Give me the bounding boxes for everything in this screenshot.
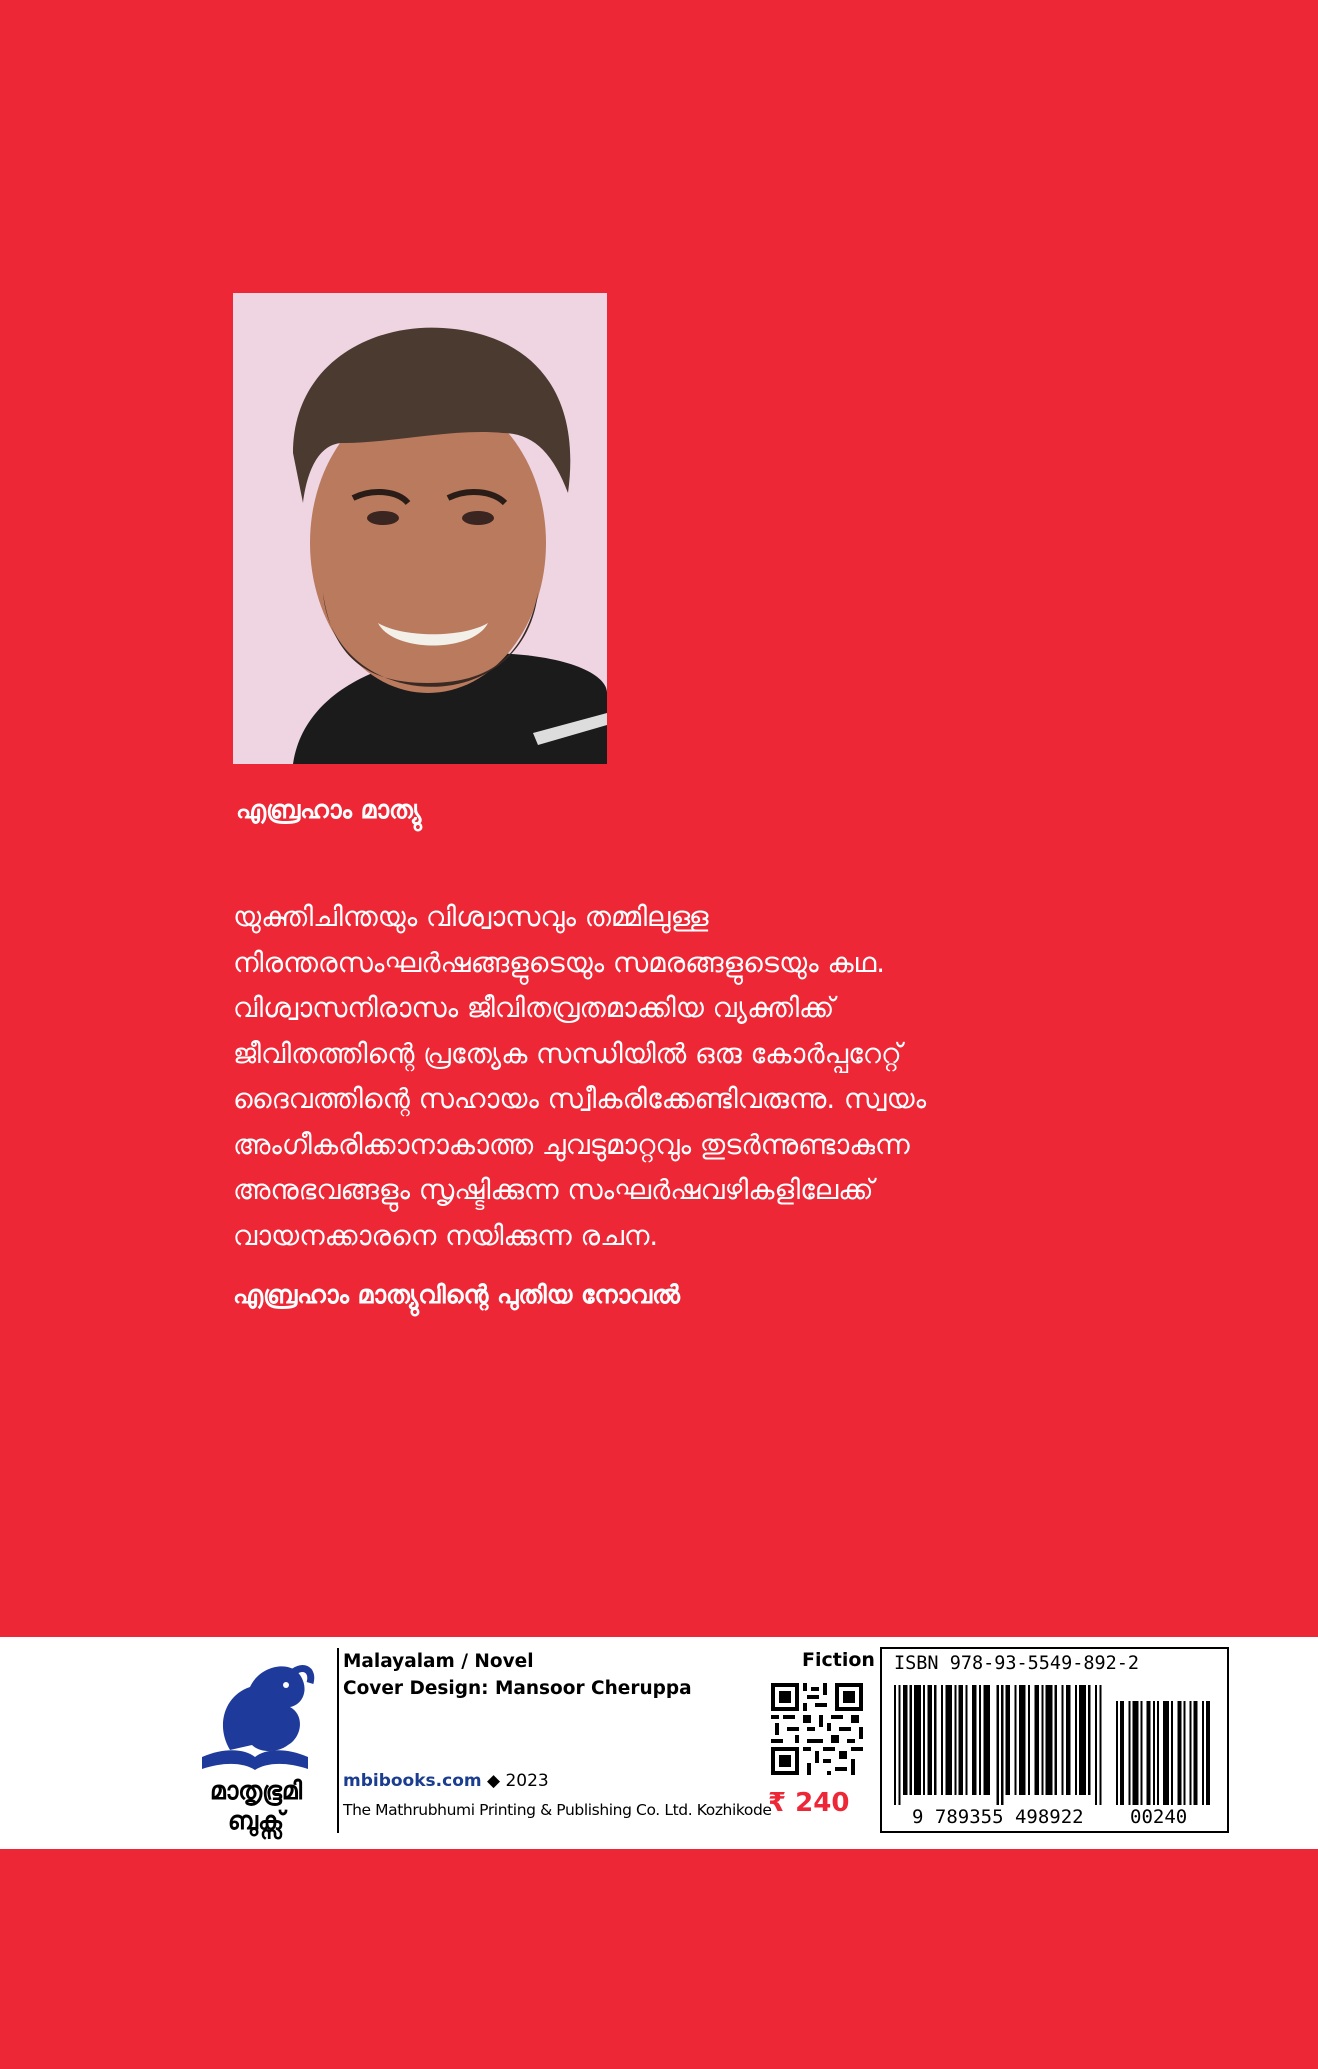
blurb-line: അംഗീകരിക്കാനാകാത്ത ചുവടുമാറ്റവും തുടർന്നുണ്ടാകുന്ന (233, 1128, 910, 1161)
isbn-barcode-box (880, 1647, 1229, 1833)
publisher-logo-text (196, 1776, 316, 1836)
price: ₹ 240 (768, 1788, 850, 1818)
barcode-addon-icon (1116, 1701, 1212, 1805)
logo-line: ബുക്സ് (227, 1806, 285, 1835)
blurb-line: യുക്തിചിന്തയും വിശ്വാസവും തമ്മിലുള്ള (233, 901, 709, 933)
logo-line: മാതൃഭൂമി (209, 1776, 303, 1805)
genre-label: Fiction (802, 1649, 875, 1671)
author-photo (233, 293, 607, 764)
website-line (343, 1771, 549, 1791)
barcode-addon-digits: 00240 (1130, 1806, 1188, 1828)
barcode-digits: 9 789355 498922 (912, 1806, 1084, 1828)
isbn-label: ISBN 978-93-5549-892-2 (894, 1653, 1140, 1674)
blurb-line: വിശ്വാസനിരാസം ജീവിതവ്രതമാക്കിയ വ്യക്തിക്ക് (233, 992, 835, 1024)
tagline: എബ്രഹാം മാത്യുവിന്റെ പുതിയ നോവൽ (233, 1280, 680, 1309)
website-link[interactable]: mbibooks.com (343, 1771, 482, 1791)
qr-code-icon[interactable] (771, 1683, 863, 1775)
author-caption: എബ്രഹാം മാത്യു (236, 795, 422, 824)
blurb-line: അനുഭവങ്ങളും സൃഷ്ടിക്കുന്ന സംഘർഷവഴികളിലേക്ക് (233, 1174, 874, 1206)
blurb-line: വായനക്കാരനെ നയിക്കുന്ന രചന. (233, 1219, 659, 1252)
blurb-line: ദൈവത്തിന്റെ സഹായം സ്വീകരിക്കേണ്ടിവരുന്നു. സ്വയം (233, 1083, 927, 1115)
printer-name: The Mathrubhumi Printing & Publishing Co. Ltd. Kozhikode (343, 1801, 772, 1819)
blurb-line: നിരന്തരസംഘർഷങ്ങളുടെയും സമരങ്ങളുടെയും കഥ. (233, 946, 885, 979)
cover-design-credit: Cover Design: Mansoor Cheruppa (343, 1678, 692, 1699)
blurb-text (233, 895, 1093, 1259)
barcode-icon (894, 1685, 1106, 1805)
divider (337, 1648, 339, 1833)
publication-year: ◆ 2023 (487, 1771, 549, 1791)
blurb-line: ജീവിതത്തിന്റെ പ്രത്യേക സന്ധിയിൽ ഒരു കോർപ്പറേറ്റ് (233, 1037, 902, 1070)
category: Malayalam / Novel (343, 1651, 534, 1672)
